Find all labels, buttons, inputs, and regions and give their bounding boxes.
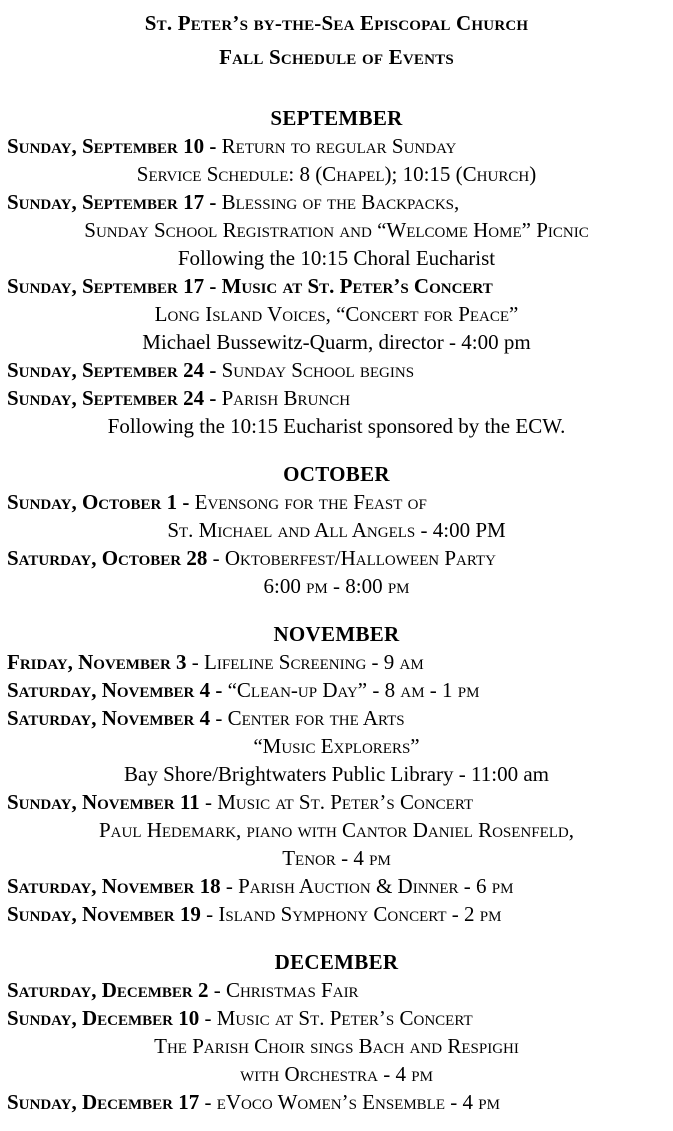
event-detail: Following the 10:15 Choral Eucharist	[177, 246, 496, 270]
event-date: Sunday, October 1 -	[7, 490, 195, 514]
event-line	[0, 900, 673, 928]
month-heading-december: DECEMBER	[274, 950, 399, 974]
event-text: - Christmas Fair	[208, 978, 359, 1002]
event-line	[0, 976, 673, 1004]
event-line	[0, 1004, 673, 1032]
event-detail: with Orchestra - 4 pm	[240, 1062, 433, 1086]
event-detail: St. Michael and All Angels - 4:00 PM	[167, 518, 506, 542]
event-text: - Lifeline Screening - 9 am	[186, 650, 424, 674]
event-text: - Music at St. Peter’s Concert	[199, 1006, 473, 1030]
event-line	[0, 272, 673, 300]
event-detail: Long Island Voices, “Concert for Peace”	[154, 302, 519, 326]
event-date: Sunday, November 11	[7, 790, 200, 814]
event-date: Saturday, November 18	[7, 874, 221, 898]
event-line	[0, 1088, 673, 1116]
event-line	[0, 676, 673, 704]
event-line	[0, 384, 673, 412]
church-name: St. Peter’s by-the-Sea Episcopal Church	[144, 11, 529, 35]
event-text: Music at St. Peter’s Concert	[221, 274, 493, 298]
event-text: - Island Symphony Concert - 2 pm	[200, 902, 502, 926]
event-line	[0, 648, 673, 676]
event-date: Sunday, November 19	[7, 902, 201, 926]
event-text: Return to regular Sunday	[221, 134, 457, 158]
event-date: Sunday, September 17 -	[7, 274, 222, 298]
event-detail: Tenor - 4 pm	[282, 846, 391, 870]
event-line	[0, 704, 673, 732]
event-detail: Service Schedule: 8 (Chapel); 10:15 (Church)	[136, 162, 537, 186]
event-detail: Bay Shore/Brightwaters Public Library - 11:00 am	[124, 762, 549, 786]
event-text: - eVoco Women’s Ensemble - 4 pm	[199, 1090, 500, 1114]
event-text: Evensong for the Feast of	[194, 490, 427, 514]
event-text: Parish Brunch	[221, 386, 351, 410]
event-text: - Music at St. Peter’s Concert	[199, 790, 474, 814]
event-date: Sunday, December 17	[7, 1090, 200, 1114]
event-line	[0, 488, 673, 516]
event-detail: Following the 10:15 Eucharist sponsored by the ECW.	[107, 414, 566, 438]
event-date: Sunday, September 10 -	[7, 134, 222, 158]
event-detail: Michael Bussewitz-Quarm, director - 4:00 pm	[142, 330, 531, 354]
event-date: Saturday, December 2	[7, 978, 209, 1002]
event-detail: Sunday School Registration and “Welcome Home” Picnic	[84, 218, 589, 242]
event-text: - Oktoberfest/Halloween Party	[207, 546, 496, 570]
event-date: Saturday, November 4 -	[7, 678, 228, 702]
event-date: Sunday, December 10	[7, 1006, 200, 1030]
event-line	[0, 544, 673, 572]
event-text: - Center for the Arts	[210, 706, 405, 730]
event-text: Sunday School begins	[221, 358, 415, 382]
event-text: Blessing of the Backpacks,	[221, 190, 460, 214]
schedule-title: Fall Schedule of Events	[219, 45, 454, 69]
event-detail: “Music Explorers”	[253, 734, 420, 758]
month-heading-november: NOVEMBER	[273, 622, 400, 646]
event-line	[0, 132, 673, 160]
month-heading-september: SEPTEMBER	[270, 106, 403, 130]
event-text: “Clean-up Day” - 8 am - 1 pm	[227, 678, 480, 702]
event-detail: Paul Hedemark, piano with Cantor Daniel Rosenfeld,	[98, 818, 575, 842]
event-date: Saturday, October 28	[7, 546, 208, 570]
event-date: Sunday, September 24 -	[7, 386, 222, 410]
event-date: Sunday, September 17 -	[7, 190, 222, 214]
event-text: - Parish Auction & Dinner - 6 pm	[220, 874, 514, 898]
event-line	[0, 872, 673, 900]
event-line	[0, 356, 673, 384]
event-line	[0, 788, 673, 816]
event-detail: The Parish Choir sings Bach and Respighi	[154, 1034, 519, 1058]
event-date: Friday, November 3	[7, 650, 187, 674]
event-line	[0, 188, 673, 216]
event-detail: 6:00 pm - 8:00 pm	[263, 574, 410, 598]
schedule-page	[0, 6, 673, 1131]
month-heading-october: OCTOBER	[283, 462, 390, 486]
event-date: Sunday, September 24 -	[7, 358, 222, 382]
event-date: Saturday, November 4	[7, 706, 211, 730]
